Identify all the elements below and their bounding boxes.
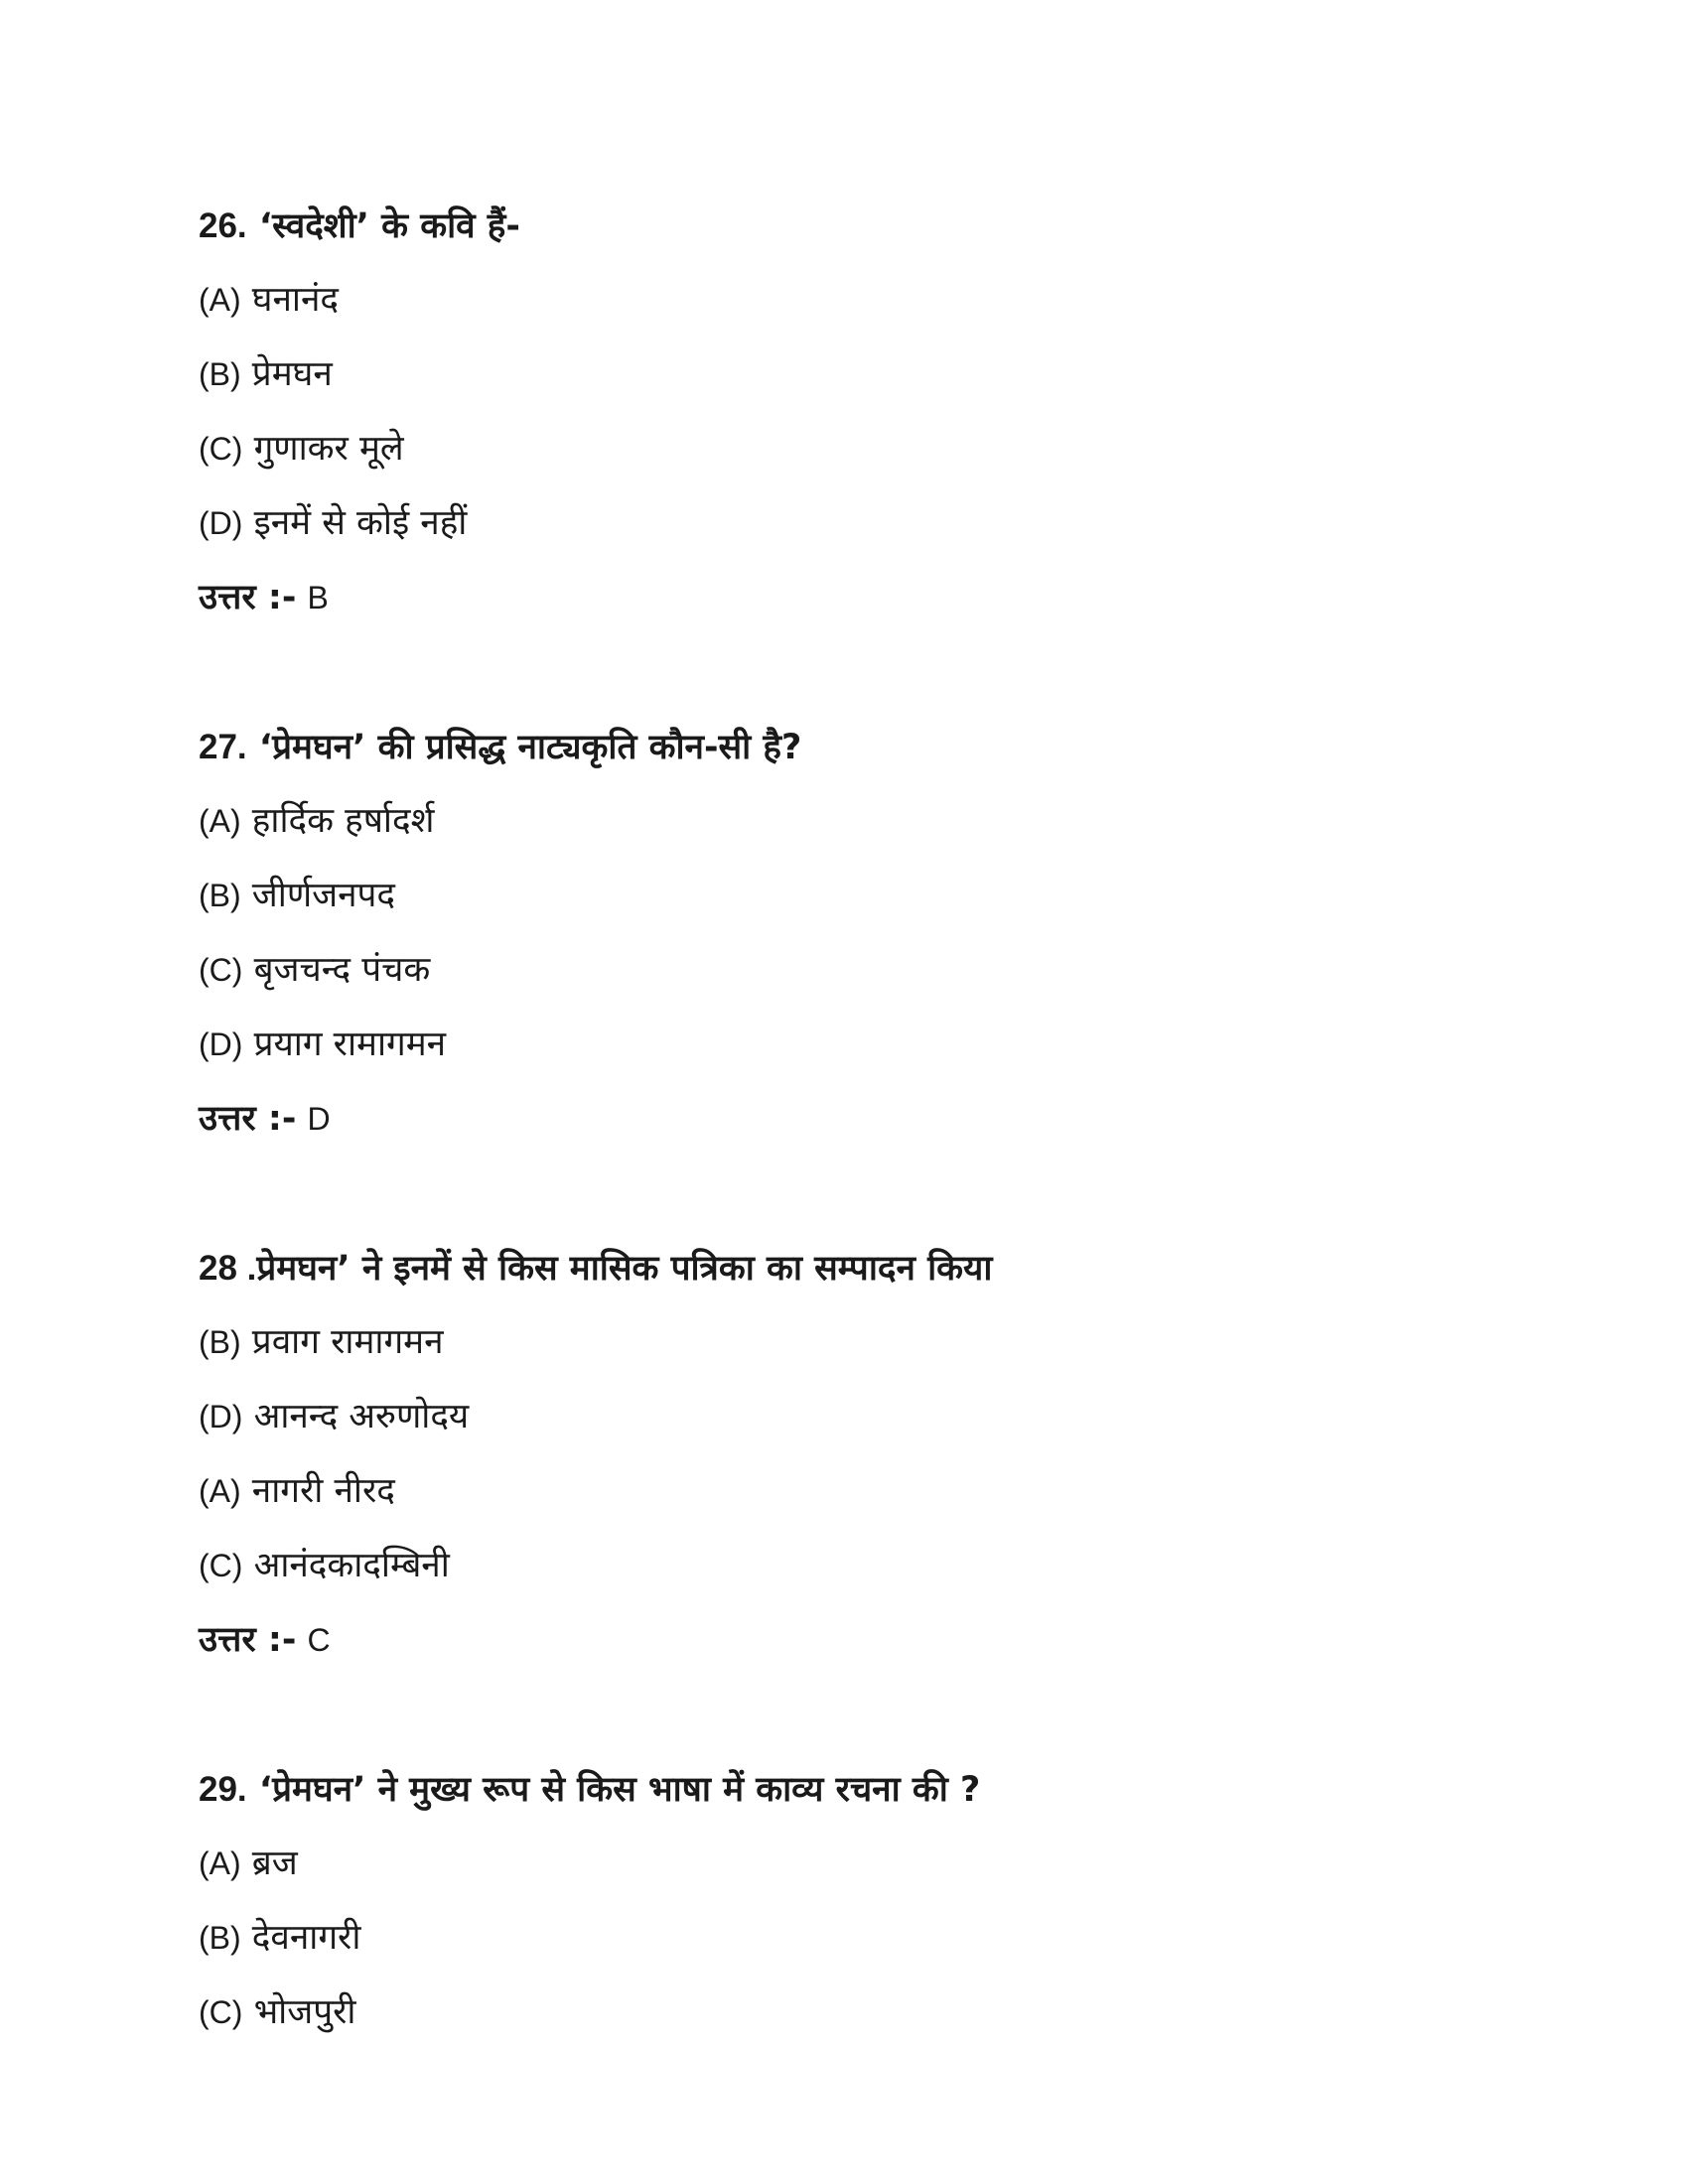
option-text: गुणाकर मूले: [253, 429, 404, 469]
option-text: आनंदकादम्बिनी: [253, 1546, 450, 1585]
question-27: [199, 710, 1589, 1157]
option-b: [199, 859, 1589, 933]
option-text: घनानंद: [251, 280, 339, 320]
question-document: [199, 189, 1589, 2050]
option-text: इनमें से कोई नहीं: [253, 503, 468, 543]
option-b: [199, 1305, 1589, 1380]
question-28: [199, 1231, 1589, 1678]
option-text: नागरी नीरद: [251, 1471, 395, 1511]
option-text: हार्दिक हर्षादर्श: [251, 801, 435, 841]
option-letter: (A): [199, 1845, 241, 1881]
question-26: [199, 189, 1589, 635]
question-title: [199, 1752, 1589, 1827]
option-c: [199, 1976, 1589, 2050]
question-title: [199, 710, 1589, 784]
option-text: प्रेमघन: [251, 354, 333, 394]
answer-label: उत्तर :-: [199, 1620, 297, 1660]
option-letter: (B): [199, 356, 241, 392]
option-text: प्रवाग रामागमन: [251, 1322, 444, 1362]
option-a: [199, 784, 1589, 859]
question-number: 28 .: [199, 1249, 257, 1288]
option-d: [199, 1380, 1589, 1454]
question-text: ‘स्वदेशी’ के कवि हैं-: [258, 206, 520, 246]
option-letter: (C): [199, 952, 243, 988]
question-number: 26.: [199, 206, 247, 245]
question-title: [199, 189, 1589, 263]
option-c: [199, 1529, 1589, 1603]
option-letter: (C): [199, 1548, 243, 1583]
option-letter: (B): [199, 878, 241, 913]
option-b: [199, 1901, 1589, 1976]
option-d: [199, 486, 1589, 561]
option-a: [199, 1454, 1589, 1529]
option-text: बृजचन्द पंचक: [253, 950, 431, 990]
option-letter: (A): [199, 803, 241, 839]
option-letter: (B): [199, 1324, 241, 1360]
option-text: भोजपुरी: [253, 1992, 356, 2032]
option-b: [199, 338, 1589, 412]
answer-value: B: [307, 580, 329, 615]
option-c: [199, 933, 1589, 1008]
answer-label: उत्तर :-: [199, 578, 297, 617]
option-letter: (D): [199, 505, 243, 541]
option-letter: (C): [199, 431, 243, 467]
option-letter: (D): [199, 1399, 243, 1434]
option-letter: (C): [199, 1994, 243, 2030]
answer-value: D: [307, 1101, 331, 1137]
answer-value: C: [307, 1622, 331, 1658]
answer-line: [199, 561, 1589, 635]
answer-label: उत्तर :-: [199, 1099, 297, 1139]
question-number: 29.: [199, 1770, 247, 1809]
spacer: [199, 1678, 1589, 1752]
option-text: ब्रज: [251, 1843, 298, 1883]
option-text: आनन्द अरुणोदय: [253, 1397, 470, 1436]
spacer: [199, 1157, 1589, 1231]
question-text: ‘प्रेमघन’ ने मुख्य रूप से किस भाषा में काव्य रचना की ?: [258, 1770, 981, 1810]
option-text: देवनागरी: [251, 1918, 361, 1958]
option-letter: (A): [199, 282, 241, 318]
option-d: [199, 1008, 1589, 1082]
question-number: 27.: [199, 728, 247, 766]
question-29: [199, 1752, 1589, 2050]
option-letter: (D): [199, 1026, 243, 1062]
answer-line: [199, 1082, 1589, 1157]
answer-line: [199, 1603, 1589, 1678]
spacer: [199, 635, 1589, 710]
question-text: प्रेमघन’ ने इनमें से किस मासिक पत्रिका का सम्पादन किया: [256, 1249, 993, 1289]
question-title: [199, 1231, 1589, 1305]
option-c: [199, 412, 1589, 486]
question-text: ‘प्रेमघन’ की प्रसिद्ध नाट्यकृति कौन-सी है?: [258, 728, 802, 767]
option-text: प्रयाग रामागमन: [253, 1024, 447, 1064]
option-letter: (B): [199, 1920, 241, 1956]
option-a: [199, 263, 1589, 338]
option-text: जीर्णजनपद: [251, 876, 395, 915]
option-a: [199, 1827, 1589, 1901]
option-letter: (A): [199, 1473, 241, 1509]
